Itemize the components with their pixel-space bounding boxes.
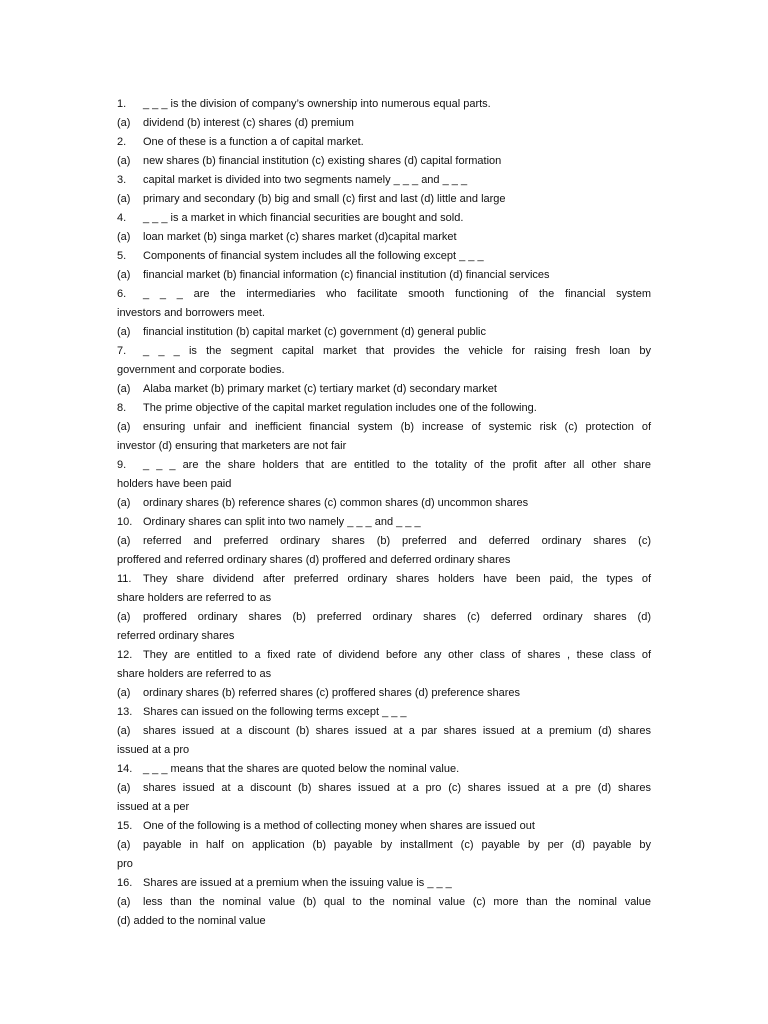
options-7: (a) Alaba market (b) primary market (c) tertiary market (d) secondary market xyxy=(117,383,497,395)
question-12-continued: share holders are referred to as xyxy=(117,668,272,680)
question-sheet xyxy=(117,95,651,931)
options-5: (a) financial market (b) financial information (c) financial institution (d) financial services xyxy=(117,269,550,281)
options-6: (a) financial institution (b) capital market (c) government (d) general public xyxy=(117,326,486,338)
question-3: 3. capital market is divided into two segments namely _ _ _ and _ _ _ xyxy=(117,174,468,186)
question-12: 12. They are entitled to a fixed rate of dividend before any other class of shares , these class of xyxy=(117,649,651,661)
question-9: 9. _ _ _ are the share holders that are entitled to the totality of the profit after all other share xyxy=(117,459,651,471)
options-3: (a) primary and secondary (b) big and small (c) first and last (d) little and large xyxy=(117,193,506,205)
question-5: 5. Components of financial system includes all the following except _ _ _ xyxy=(117,250,484,262)
options-8-continued: investor (d) ensuring that marketers are not fair xyxy=(117,440,347,452)
options-13: (a) shares issued at a discount (b) shares issued at a par shares issued at a premium (d) shares xyxy=(117,725,651,737)
options-12: (a) ordinary shares (b) referred shares (c) proffered shares (d) preference shares xyxy=(117,687,521,699)
question-9-continued: holders have been paid xyxy=(117,478,232,490)
options-16: (a) less than the nominal value (b) qual to the nominal value (c) more than the nominal value xyxy=(117,896,651,908)
question-11-continued: share holders are referred to as xyxy=(117,592,272,604)
question-4: 4. _ _ _ is a market in which financial securities are bought and sold. xyxy=(117,212,464,224)
question-8: 8. The prime objective of the capital market regulation includes one of the following. xyxy=(117,402,537,414)
question-16: 16. Shares are issued at a premium when the issuing value is _ _ _ xyxy=(117,877,452,889)
options-15: (a) payable in half on application (b) payable by installment (c) payable by per (d) payable by xyxy=(117,839,651,851)
options-10: (a) referred and preferred ordinary shares (b) preferred and deferred ordinary shares (c) xyxy=(117,535,651,547)
options-1: (a) dividend (b) interest (c) shares (d) premium xyxy=(117,117,354,129)
question-7-continued: government and corporate bodies. xyxy=(117,364,285,376)
question-2: 2. One of these is a function a of capital market. xyxy=(117,136,364,148)
options-10-continued: proffered and referred ordinary shares (d) proffered and deferred ordinary shares xyxy=(117,554,511,566)
options-8: (a) ensuring unfair and inefficient financial system (b) increase of systemic risk (c) protection of xyxy=(117,421,651,433)
question-10: 10. Ordinary shares can split into two namely _ _ _ and _ _ _ xyxy=(117,516,421,528)
options-14-continued: issued at a per xyxy=(117,801,190,813)
question-6-continued: investors and borrowers meet. xyxy=(117,307,265,319)
question-1: 1. _ _ _ is the division of company’s ownership into numerous equal parts. xyxy=(117,98,491,110)
question-6: 6. _ _ _ are the intermediaries who facilitate smooth functioning of the financial system xyxy=(117,288,651,300)
options-11-continued: referred ordinary shares xyxy=(117,630,235,642)
options-2: (a) new shares (b) financial institution (c) existing shares (d) capital formation xyxy=(117,155,502,167)
question-11: 11. They share dividend after preferred ordinary shares holders have been paid, the types of xyxy=(117,573,651,585)
options-4: (a) loan market (b) singa market (c) shares market (d)capital market xyxy=(117,231,457,243)
question-14: 14. _ _ _ means that the shares are quoted below the nominal value. xyxy=(117,763,460,775)
question-7: 7. _ _ _ is the segment capital market that provides the vehicle for raising fresh loan by xyxy=(117,345,651,357)
options-16-continued: (d) added to the nominal value xyxy=(117,915,266,927)
options-14: (a) shares issued at a discount (b) shares issued at a pro (c) shares issued at a pre (d) shares xyxy=(117,782,651,794)
options-13-continued: issued at a pro xyxy=(117,744,190,756)
question-15: 15. One of the following is a method of collecting money when shares are issued out xyxy=(117,820,535,832)
options-11: (a) proffered ordinary shares (b) preferred ordinary shares (c) deferred ordinary shares (d) xyxy=(117,611,651,623)
question-13: 13. Shares can issued on the following terms except _ _ _ xyxy=(117,706,407,718)
options-15-continued: pro xyxy=(117,858,133,870)
options-9: (a) ordinary shares (b) reference shares (c) common shares (d) uncommon shares xyxy=(117,497,529,509)
